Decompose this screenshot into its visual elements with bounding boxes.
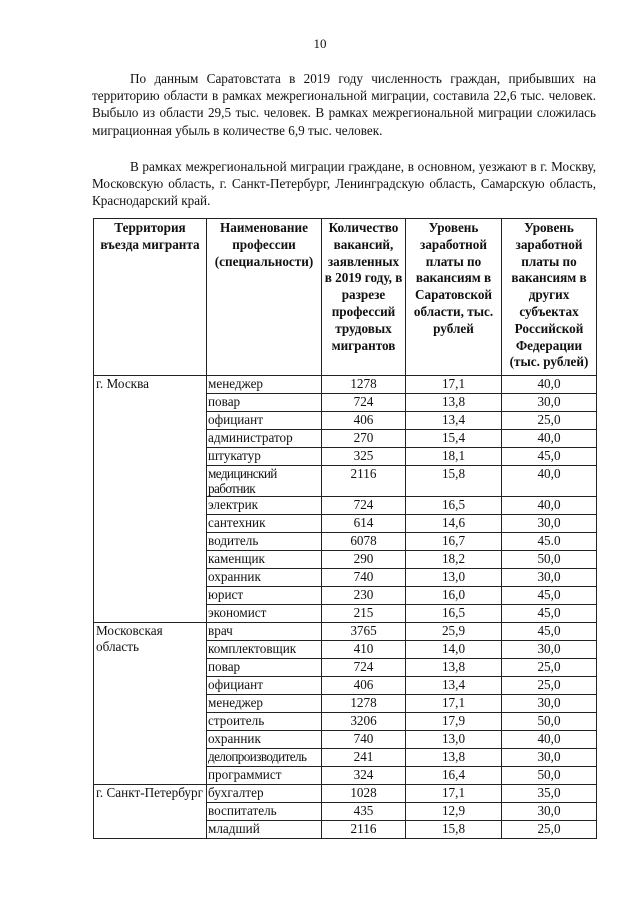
profession-cell: официант [207,677,322,695]
table-row [94,623,597,641]
vacancies-cell: 724 [322,497,406,515]
table-row [94,376,597,394]
profession-cell: экономист [207,605,322,623]
header-salary-saratov: Уровень заработной платы по вакансиям в Саратовской области, тыс. рублей [406,219,502,376]
profession-cell: младший [207,821,322,839]
profession-cell: юрист [207,587,322,605]
profession-cell: строитель [207,713,322,731]
salary-saratov-cell: 13,8 [406,659,502,677]
salary-saratov-cell: 13,0 [406,731,502,749]
paragraph-migration-destinations: В рамках межрегиональной миграции граждане, в основном, уезжают в г. Москву, Московскую область, г. Санкт-Петербург, Ленинградскую область, Самарскую область, Краснодарский край. [92,159,596,209]
salary-saratov-cell: 15,8 [406,466,502,497]
region-cell: Московская область [94,623,207,785]
salary-other-cell: 45,0 [502,605,597,623]
vacancies-cell: 290 [322,551,406,569]
profession-cell: повар [207,394,322,412]
salary-other-cell: 30,0 [502,569,597,587]
salary-saratov-cell: 13,4 [406,412,502,430]
profession-cell: бухгалтер [207,785,322,803]
profession-cell: электрик [207,497,322,515]
salary-other-cell: 50,0 [502,551,597,569]
vacancies-cell: 241 [322,749,406,767]
salary-other-cell: 35,0 [502,785,597,803]
salary-other-cell: 40,0 [502,430,597,448]
region-cell: г. Москва [94,376,207,623]
vacancies-cell: 230 [322,587,406,605]
profession-cell: программист [207,767,322,785]
salary-other-cell: 40,0 [502,376,597,394]
vacancies-cell: 410 [322,641,406,659]
vacancies-cell: 724 [322,659,406,677]
salary-other-cell: 30,0 [502,749,597,767]
profession-cell: медицинский работник [207,466,322,497]
profession-cell: делопроизводитель [207,749,322,767]
salary-other-cell: 40,0 [502,497,597,515]
profession-cell: охранник [207,731,322,749]
salary-other-cell: 50,0 [502,767,597,785]
vacancies-cell: 1278 [322,376,406,394]
vacancies-cell: 1278 [322,695,406,713]
salary-saratov-cell: 13,0 [406,569,502,587]
vacancies-cell: 406 [322,677,406,695]
salary-saratov-cell: 18,1 [406,448,502,466]
salary-other-cell: 40,0 [502,466,597,497]
salary-other-cell: 45,0 [502,623,597,641]
page-number: 10 [313,36,327,51]
table-body [94,376,597,839]
salary-saratov-cell: 17,1 [406,376,502,394]
salary-saratov-cell: 13,8 [406,749,502,767]
salary-saratov-cell: 25,9 [406,623,502,641]
salary-saratov-cell: 13,4 [406,677,502,695]
salary-other-cell: 45,0 [502,587,597,605]
vacancies-cell: 614 [322,515,406,533]
salary-other-cell: 30,0 [502,394,597,412]
profession-cell: официант [207,412,322,430]
vacancies-cell: 740 [322,731,406,749]
vacancies-cell: 215 [322,605,406,623]
vacancies-cell: 325 [322,448,406,466]
paragraph-migration-stats: По данным Саратовстата в 2019 году численность граждан, прибывших на территорию области в рамках межрегиональной миграции, составила 22,6 тыс. человек. Выбыло из области 29,5 тыс. человек. В рамках межрегиональной миграции сложилась миграционная убыль в количестве 6,9 тыс. человек. [92,71,596,138]
salary-saratov-cell: 15,8 [406,821,502,839]
salary-saratov-cell: 17,1 [406,695,502,713]
salary-saratov-cell: 16,4 [406,767,502,785]
vacancies-cell: 740 [322,569,406,587]
vacancies-cell: 406 [322,412,406,430]
profession-cell: менеджер [207,376,322,394]
table-row [94,785,597,803]
salary-saratov-cell: 14,0 [406,641,502,659]
salary-other-cell: 25,0 [502,677,597,695]
vacancies-cell: 435 [322,803,406,821]
salary-other-cell: 45.0 [502,533,597,551]
profession-cell: воспитатель [207,803,322,821]
salary-saratov-cell: 16,0 [406,587,502,605]
salary-other-cell: 25,0 [502,412,597,430]
header-profession: Наименование профессии (специальности) [207,219,322,376]
salary-saratov-cell: 18,2 [406,551,502,569]
salary-saratov-cell: 17,1 [406,785,502,803]
salary-saratov-cell: 12,9 [406,803,502,821]
salary-other-cell: 30,0 [502,803,597,821]
salary-saratov-cell: 15,4 [406,430,502,448]
profession-cell: сантехник [207,515,322,533]
profession-cell: врач [207,623,322,641]
salary-saratov-cell: 16,5 [406,497,502,515]
vacancies-table [93,218,597,839]
salary-other-cell: 30,0 [502,641,597,659]
profession-cell: повар [207,659,322,677]
salary-other-cell: 25,0 [502,821,597,839]
profession-cell: водитель [207,533,322,551]
vacancies-cell: 6078 [322,533,406,551]
vacancies-cell: 724 [322,394,406,412]
table-header-row [94,219,597,376]
salary-other-cell: 25,0 [502,659,597,677]
vacancies-cell: 3206 [322,713,406,731]
salary-saratov-cell: 17,9 [406,713,502,731]
profession-cell: комплектовщик [207,641,322,659]
salary-other-cell: 30,0 [502,695,597,713]
salary-other-cell: 50,0 [502,713,597,731]
salary-saratov-cell: 13,8 [406,394,502,412]
vacancies-cell: 270 [322,430,406,448]
salary-other-cell: 30,0 [502,515,597,533]
header-territory: Территория въезда мигранта [94,219,207,376]
profession-cell: администратор [207,430,322,448]
salary-saratov-cell: 14,6 [406,515,502,533]
salary-saratov-cell: 16,5 [406,605,502,623]
profession-cell: менеджер [207,695,322,713]
vacancies-cell: 3765 [322,623,406,641]
salary-saratov-cell: 16,7 [406,533,502,551]
vacancies-cell: 2116 [322,466,406,497]
vacancies-cell: 324 [322,767,406,785]
salary-other-cell: 40,0 [502,731,597,749]
profession-cell: штукатур [207,448,322,466]
profession-cell: каменщик [207,551,322,569]
vacancies-cell: 2116 [322,821,406,839]
header-salary-other: Уровень заработной платы по вакансиям в других субъектах Российской Федерации (тыс. рублей) [502,219,597,376]
region-cell: г. Санкт-Петербург [94,785,207,839]
vacancies-cell: 1028 [322,785,406,803]
header-vacancies: Количество вакансий, заявленных в 2019 году, в разрезе профессий трудовых мигрантов [322,219,406,376]
profession-cell: охранник [207,569,322,587]
salary-other-cell: 45,0 [502,448,597,466]
